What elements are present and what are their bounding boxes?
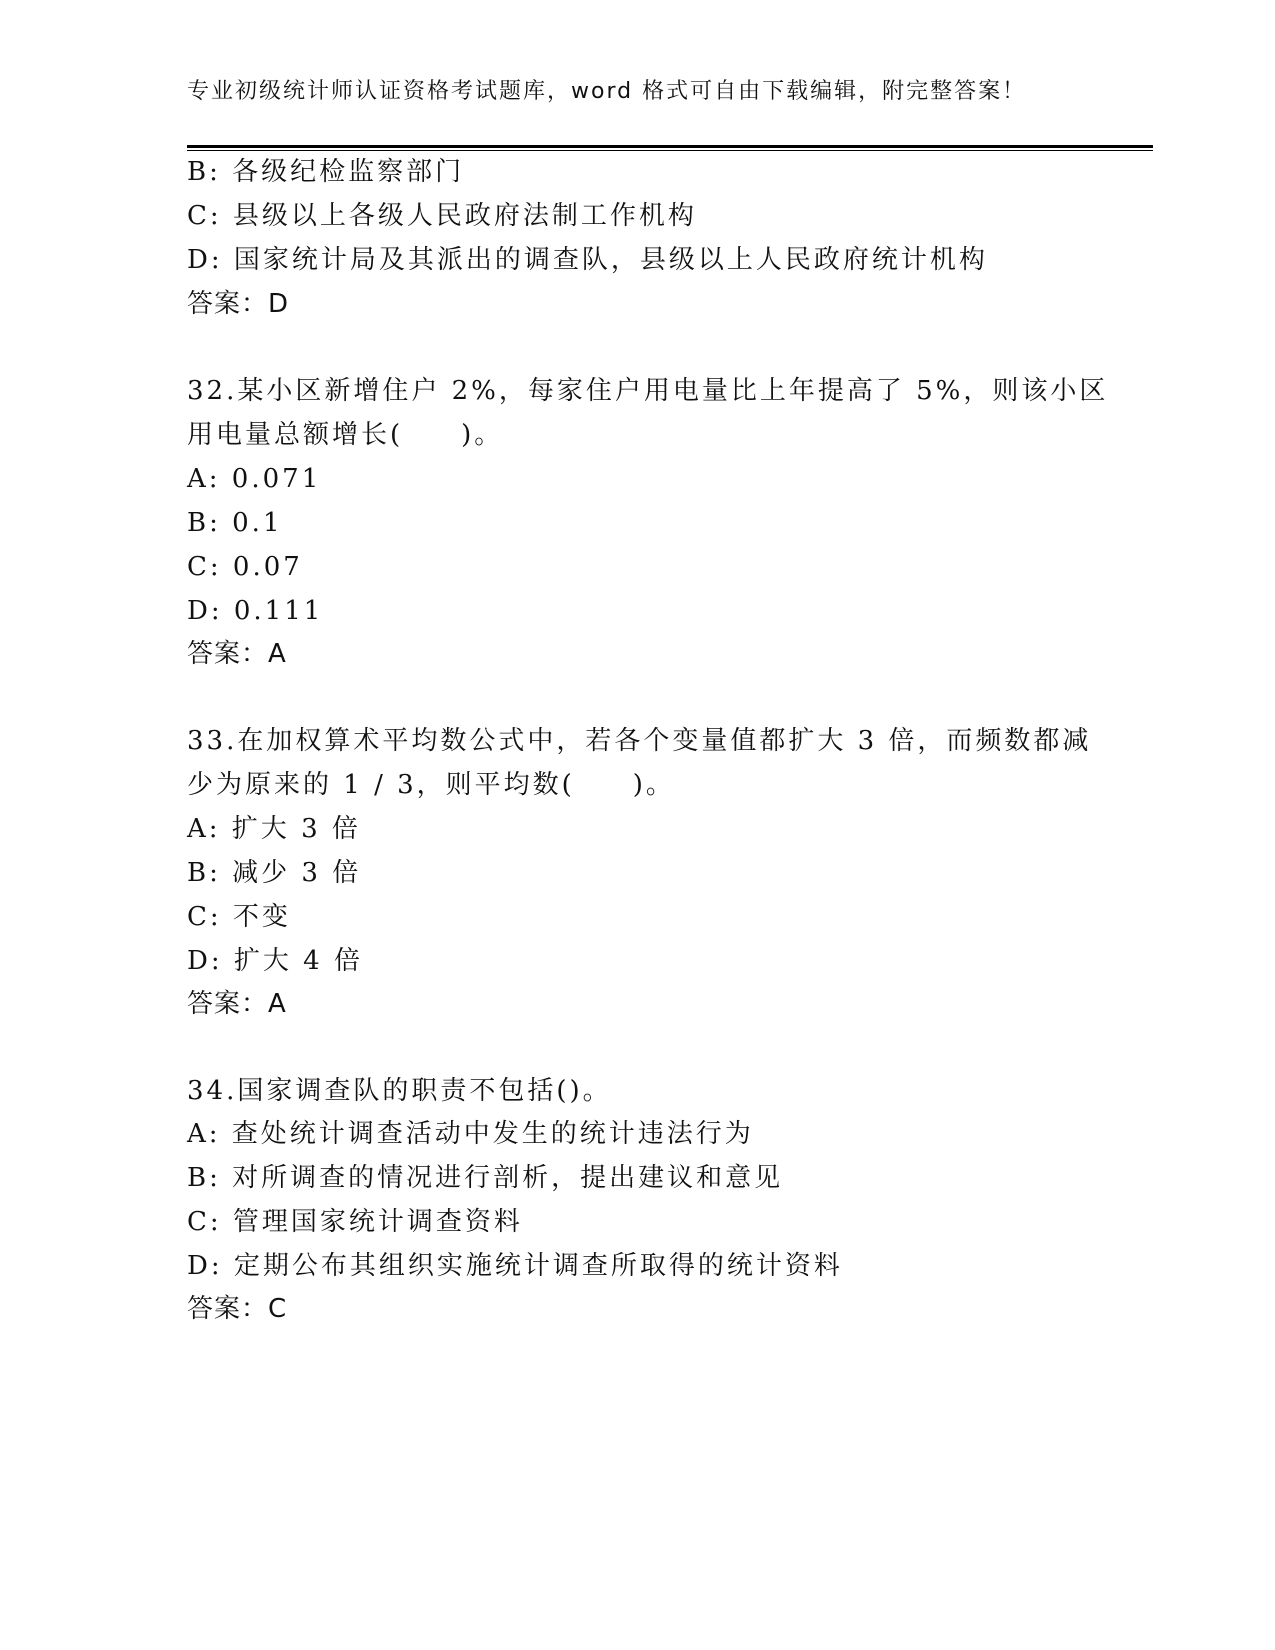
question-text-cont: 用电量总额增长( )。: [187, 420, 504, 450]
option-d: D: 国家统计局及其派出的调查队，县级以上人民政府统计机构: [187, 245, 988, 275]
option-c: C: 0.07: [187, 552, 303, 582]
option-a: A: 扩大 3 倍: [187, 814, 361, 844]
question-text-cont: 少为原来的 1 / 3，则平均数( )。: [187, 770, 675, 800]
answer-line: 答案：A: [187, 639, 287, 669]
option-b: B: 减少 3 倍: [187, 858, 362, 888]
option-a: A: 0.071: [187, 464, 322, 494]
header-rule-thin: [187, 150, 1153, 151]
answer-line: 答案：D: [187, 289, 290, 319]
header-text: 专业初级统计师认证资格考试题库，word 格式可自由下载编辑，附完整答案！: [187, 79, 1027, 104]
option-b: B: 0.1: [187, 508, 283, 538]
option-d: D: 0.111: [187, 596, 324, 626]
question-text: 32.某小区新增住户 2%，每家住户用电量比上年提高了 5%，则该小区: [187, 376, 1109, 406]
option-d: D: 定期公布其组织实施统计调查所取得的统计资料: [187, 1251, 843, 1281]
option-c: C: 不变: [187, 902, 291, 932]
answer-line: 答案：C: [187, 1294, 288, 1324]
question-text: 33.在加权算术平均数公式中，若各个变量值都扩大 3 倍，而频数都减: [187, 726, 1092, 756]
option-d: D: 扩大 4 倍: [187, 946, 363, 976]
option-a: A: 查处统计调查活动中发生的统计违法行为: [187, 1119, 754, 1149]
option-b: B: 对所调查的情况进行剖析，提出建议和意见: [187, 1163, 784, 1193]
option-b: B: 各级纪检监察部门: [187, 157, 465, 187]
question-text: 34.国家调查队的职责不包括()。: [187, 1076, 612, 1106]
answer-line: 答案：A: [187, 989, 287, 1019]
option-c: C: 管理国家统计调查资料: [187, 1207, 523, 1237]
header-rule-thick: [187, 145, 1153, 148]
option-c: C: 县级以上各级人民政府法制工作机构: [187, 201, 697, 231]
